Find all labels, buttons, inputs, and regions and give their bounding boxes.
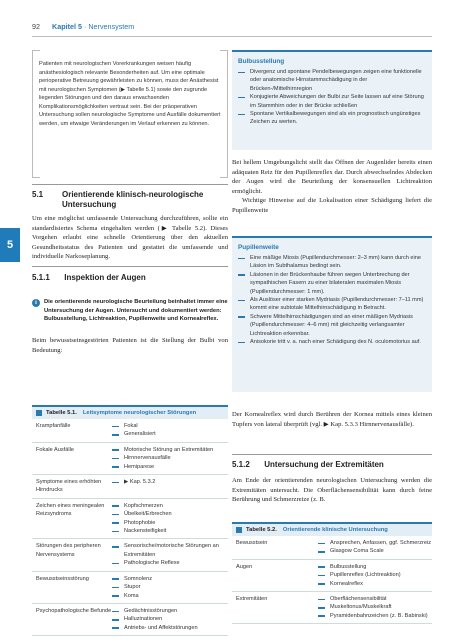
row-label: Extremitäten bbox=[236, 596, 268, 603]
list-item: Schwere Mittelhirnschädigungen sind an einer mäßigen Mydriasis (Pupillendurchmesser: 4–6 mm) mit gleichzeitig verlangsamter Lichtreaktion erkennbar. bbox=[238, 313, 426, 338]
list-item: Eine mäßige Miosis (Pupillendurchmesser: 2–3 mm) kann durch eine Läsion im Subthalamus bedingt sein. bbox=[238, 254, 426, 271]
list-item: Somnolenz bbox=[112, 575, 228, 583]
table-icon bbox=[36, 410, 42, 416]
row-items bbox=[112, 575, 228, 600]
section-number: 5.1 bbox=[32, 190, 44, 199]
row-label: Bewusstseinsstörung bbox=[36, 575, 89, 582]
list-item: Divergenz und spontane Pendelbewegungen zeigen eine funktionelle oder anatomische Hirnstammschädigung in der Brücken-/Mittelhirnregion bbox=[238, 68, 426, 93]
list-item: Konjugierte Abweichungen der Bulbi zur Seite lassen auf eine Störung im Stammhirn oder in der Brücke schließen bbox=[238, 93, 426, 110]
list-item: Hirnnervenausfälle bbox=[112, 454, 228, 462]
section-title: Untersuchung der Extremitäten bbox=[264, 460, 384, 469]
list-item: Muskeltonus/Muskelkraft bbox=[318, 603, 432, 611]
table-5-1 bbox=[32, 405, 228, 636]
table-title: Orientierende klinische Untersuchung bbox=[282, 527, 388, 533]
table-number: Tabelle 5.1. bbox=[46, 410, 77, 416]
row-label: Psychopathologische Befunde bbox=[36, 607, 112, 614]
row-items bbox=[318, 539, 432, 556]
list-item: Generalisiert bbox=[112, 430, 228, 438]
bulbus-list bbox=[238, 68, 426, 127]
running-header bbox=[32, 22, 134, 31]
chapter-separator: · bbox=[83, 22, 89, 31]
section-title-line2: Untersuchung bbox=[62, 200, 117, 209]
table-body bbox=[232, 536, 432, 624]
note-text: Die orientierende neurologische Beurteilung beinhaltet immer eine Untersuchung der Augen. Untersucht und dokumentiert werden: Bulbusstellung, Lichtreaktion, Pupillenweite und Kornealreflex. bbox=[44, 299, 228, 323]
list-item: Pyramidenbahnzeichen (z. B. Babinski) bbox=[318, 612, 432, 620]
list-item: Stupor bbox=[112, 583, 228, 591]
section-heading-5-1 bbox=[32, 190, 228, 210]
list-item: Ansprechen, Anfassen, ggf. Schmerzreiz bbox=[318, 539, 432, 547]
chapter-label: Kapitel 5 bbox=[52, 22, 82, 31]
row-items bbox=[112, 478, 228, 495]
row-label: Zeichen eines meningealen Reizsyndroms bbox=[36, 502, 105, 518]
paragraph-kornealreflex: Der Kornealreflex wird durch Berühren der Kornea mittels eines kleinen Tupfers von lateral überprüft (vgl. ▶ Kap. 5.3.3 Hirnnervenausfälle). bbox=[232, 411, 432, 428]
list-item: Gedächtnisstörungen bbox=[112, 607, 228, 615]
info-icon: i bbox=[32, 299, 40, 307]
row-items bbox=[112, 542, 228, 567]
row-label: Störungen des peripheren Nervensystems bbox=[36, 543, 101, 558]
list-item: Fokal bbox=[112, 422, 228, 430]
list-item: Kopfschmerzen bbox=[112, 502, 228, 510]
table-row bbox=[232, 592, 432, 624]
header-rule bbox=[32, 36, 432, 37]
list-item: Sensorische/motorische Störungen an Extremitäten bbox=[112, 542, 228, 559]
list-item: Nackensteifigkeit bbox=[112, 527, 228, 535]
list-item: Übelkeit/Erbrechen bbox=[112, 510, 228, 518]
list-item: Pathologische Reflexe bbox=[112, 559, 228, 567]
list-item: ▶ Kap. 5.3.2 bbox=[112, 478, 228, 486]
section-heading-5-1-1 bbox=[32, 273, 228, 282]
table-number: Tabelle 5.2. bbox=[246, 527, 277, 533]
table-row bbox=[32, 499, 228, 540]
lichtreflex-text-2: Wichtige Hinweise auf die Lokalisation einer Schädigung liefert die Pupillenweite bbox=[232, 197, 432, 214]
paragraph-5-1: Um eine möglichst umfassende Untersuchung durchzuführen, sollte ein standardisiertes Schema eingehalten werden (▶ Tabelle 5.2). Dieses Vorgehen erlaubt eine schnelle Orientierung über den aktuellen Gesundheitsstatus des Patienten und gestattet die umfassende und individuelle Narkoseplanung. bbox=[32, 215, 228, 261]
table-caption bbox=[32, 405, 228, 419]
list-item: Oberflächensensibilität bbox=[318, 595, 432, 603]
list-item: Motorische Störung an Extremitäten bbox=[112, 446, 228, 454]
section-title-line1: Orientierende klinisch-neurologische bbox=[62, 190, 204, 199]
section-rule bbox=[32, 184, 228, 185]
intro-text: Patienten mit neurologischen Vorerkrankungen weisen häufig anästhesiologisch relevante Besonderheiten auf. Um eine optimale perioperative Betreuung gewährleisten zu können, muss der Anästhesist mit neurologischen Symptomen (▶ Tabelle 5.1) sowie den zugrunde liegenden Störungen und den daraus erwachsenden Komplikationsmöglichkeiten vertraut sein. Bei der präoperativen Untersuchung sollen neurologische Symptome und Ausfälle dokumentiert werden, um etwaige Veränderungen im Verlauf erkennen zu können. bbox=[39, 61, 221, 127]
table-caption bbox=[232, 522, 432, 536]
paragraph-augen: Beim bewusstseinsgestörten Patienten ist die Stellung der Bulbi von Bedeutung: bbox=[32, 337, 228, 354]
list-item: Als Auslöser einer starken Mydriasis (Pupillendurchmesser: 7–11 mm) kommt eine subtotale Mittelhirnschädigung in Betracht. bbox=[238, 296, 426, 313]
pupillenweite-box bbox=[232, 236, 432, 392]
intro-box bbox=[32, 50, 228, 178]
pupillenweite-title: Pupillenweite bbox=[238, 244, 279, 251]
row-label: Augen bbox=[236, 563, 253, 570]
row-items bbox=[112, 502, 228, 536]
row-label: Symptome eines erhöhten Hirndrucks bbox=[36, 479, 102, 494]
section-heading-5-1-2 bbox=[232, 460, 432, 469]
row-items bbox=[318, 563, 432, 588]
row-label: Bewusstsein bbox=[236, 540, 268, 546]
chapter-title: Nervensystem bbox=[88, 22, 135, 31]
page-number: 92 bbox=[32, 22, 40, 31]
list-item: Glasgow Coma Scale bbox=[318, 547, 432, 555]
table-row bbox=[32, 443, 228, 475]
row-label: Krampfanfälle bbox=[36, 423, 71, 429]
list-item: Anisokorie tritt v. a. nach einer Schädigung des N. oculomotorius auf. bbox=[238, 338, 426, 346]
paragraph-extremitaeten: Am Ende der orientierenden neurologischen Untersuchung werden die Extremitäten untersucht. Die Oberflächensensibilität kann durch feine Berührung und Schmerzreize (z. B. bbox=[232, 477, 432, 504]
list-item: Bulbusstellung bbox=[318, 563, 432, 571]
list-item: Pupillenreflex (Lichtreaktion) bbox=[318, 571, 432, 579]
table-row bbox=[32, 572, 228, 604]
table-title: Leitsymptome neurologischer Störungen bbox=[82, 410, 197, 416]
section-number: 5.1.2 bbox=[232, 460, 250, 469]
bulbus-title: Bulbusstellung bbox=[238, 58, 285, 65]
paragraph-lichtreflex bbox=[232, 158, 432, 216]
list-item: Läsionen in der Brückenhaube führen wegen Unterbrechung der sympathischen Fasern zu einer bilateralen maximalen Miosis (Pupillendurchmesser: 1 mm). bbox=[238, 271, 426, 296]
table-5-2 bbox=[232, 522, 432, 624]
section-number: 5.1.1 bbox=[32, 273, 50, 282]
table-row bbox=[32, 419, 228, 443]
pupillenweite-list bbox=[238, 254, 426, 346]
list-item: Kornealreflex bbox=[318, 580, 432, 588]
row-items bbox=[112, 422, 228, 439]
row-label: Fokale Ausfälle bbox=[36, 446, 74, 453]
section-title: Inspektion der Augen bbox=[64, 273, 146, 282]
row-items bbox=[318, 595, 432, 620]
bulbus-box bbox=[232, 50, 432, 150]
lichtreflex-text: Bei hellem Umgebungslicht stellt das Öffnen der Augenlider bereits einen adäquaten Reiz für den Pupillenreflex dar. Durch abwechselndes Abdecken der Augen wird die Beurteilung der konsensuellen Lichtreaktion ermöglicht. bbox=[232, 159, 432, 195]
section-rule bbox=[32, 266, 228, 267]
table-row bbox=[32, 604, 228, 636]
list-item: Photophobie bbox=[112, 519, 228, 527]
table-row bbox=[232, 536, 432, 560]
row-items bbox=[112, 607, 228, 632]
table-row bbox=[232, 560, 432, 592]
list-item: Hemiparese bbox=[112, 463, 228, 471]
row-items bbox=[112, 446, 228, 471]
section-rule bbox=[232, 454, 432, 455]
table-body bbox=[32, 419, 228, 636]
table-icon bbox=[236, 527, 242, 533]
list-item: Spontane Vertikalbewegungen sind als ein prognostisch ungünstiges Zeichen zu werten. bbox=[238, 110, 426, 127]
table-row bbox=[32, 539, 228, 571]
list-item: Koma bbox=[112, 592, 228, 600]
note-box bbox=[32, 298, 228, 324]
table-row bbox=[32, 475, 228, 499]
list-item: Antriebs- und Affektstörungen bbox=[112, 624, 228, 632]
chapter-side-tab: 5 bbox=[0, 228, 20, 262]
list-item: Halluzinationen bbox=[112, 615, 228, 623]
